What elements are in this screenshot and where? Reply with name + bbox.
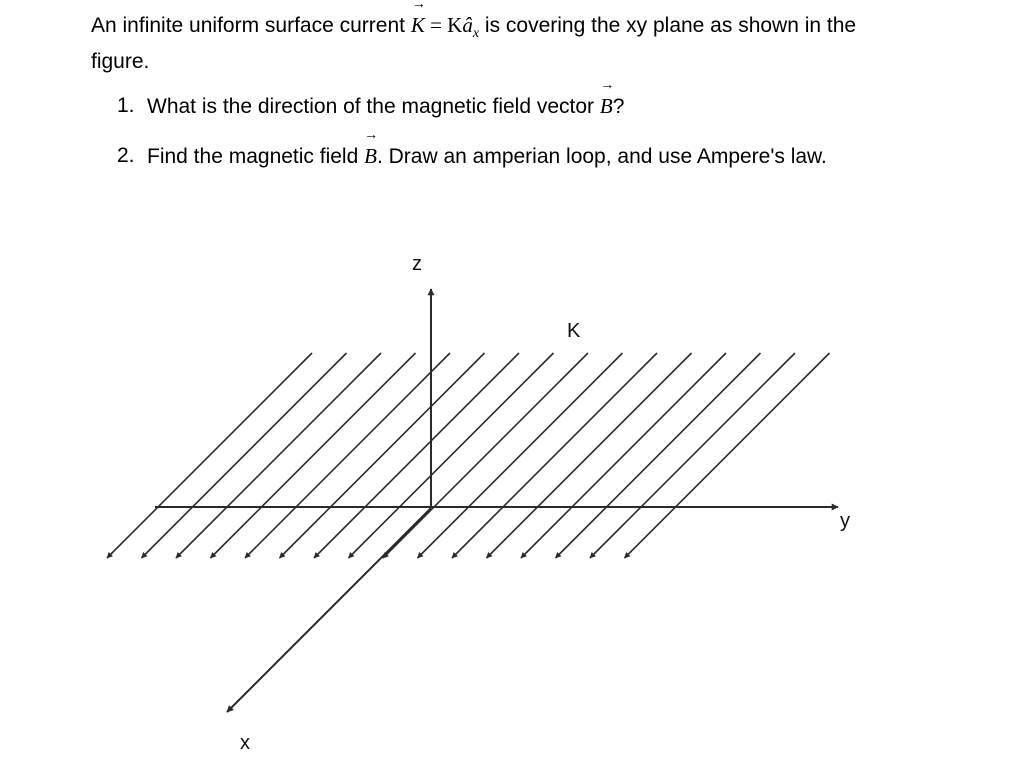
current-line [142,353,347,558]
current-line [176,353,381,558]
current-vector-K: K → = $Kâ_x$ [410,0,480,42]
surface-current-lines [107,353,830,558]
current-line [521,353,726,558]
current-line [349,353,554,558]
z-axis-label: z [412,253,422,275]
question-text: What is the direction of the magnetic field vector [147,95,600,118]
current-line [383,353,588,558]
current-line [452,353,657,558]
current-line [590,353,795,558]
current-line [418,353,623,558]
current-line [625,353,830,558]
vector-arrow: → [411,0,426,12]
intro-text-before: An infinite uniform surface current [91,14,411,37]
question-1: 1. What is the direction of the magnetic field vector B → ? [117,78,625,118]
question-2: 2. Find the magnetic field B → . Draw an amperian loop, and use Ampere's law. [117,128,827,168]
intro-text-after: is covering the xy plane as shown in the figure. [91,14,857,74]
x-axis-label: x [240,732,250,754]
current-line [245,353,450,558]
x-axis [227,508,431,712]
field-vector-B: B → [364,128,379,168]
current-line [556,353,761,558]
current-label: K [567,320,581,342]
current-line [280,353,485,558]
y-axis-label: y [840,510,850,532]
field-vector-B: B → [599,78,615,118]
current-line [107,353,312,558]
question-number: 2. [117,144,135,167]
current-line [211,353,416,558]
current-line [314,353,519,558]
question-number: 1. [117,94,135,117]
question-text: Find the magnetic field [147,145,365,168]
current-line [487,353,692,558]
